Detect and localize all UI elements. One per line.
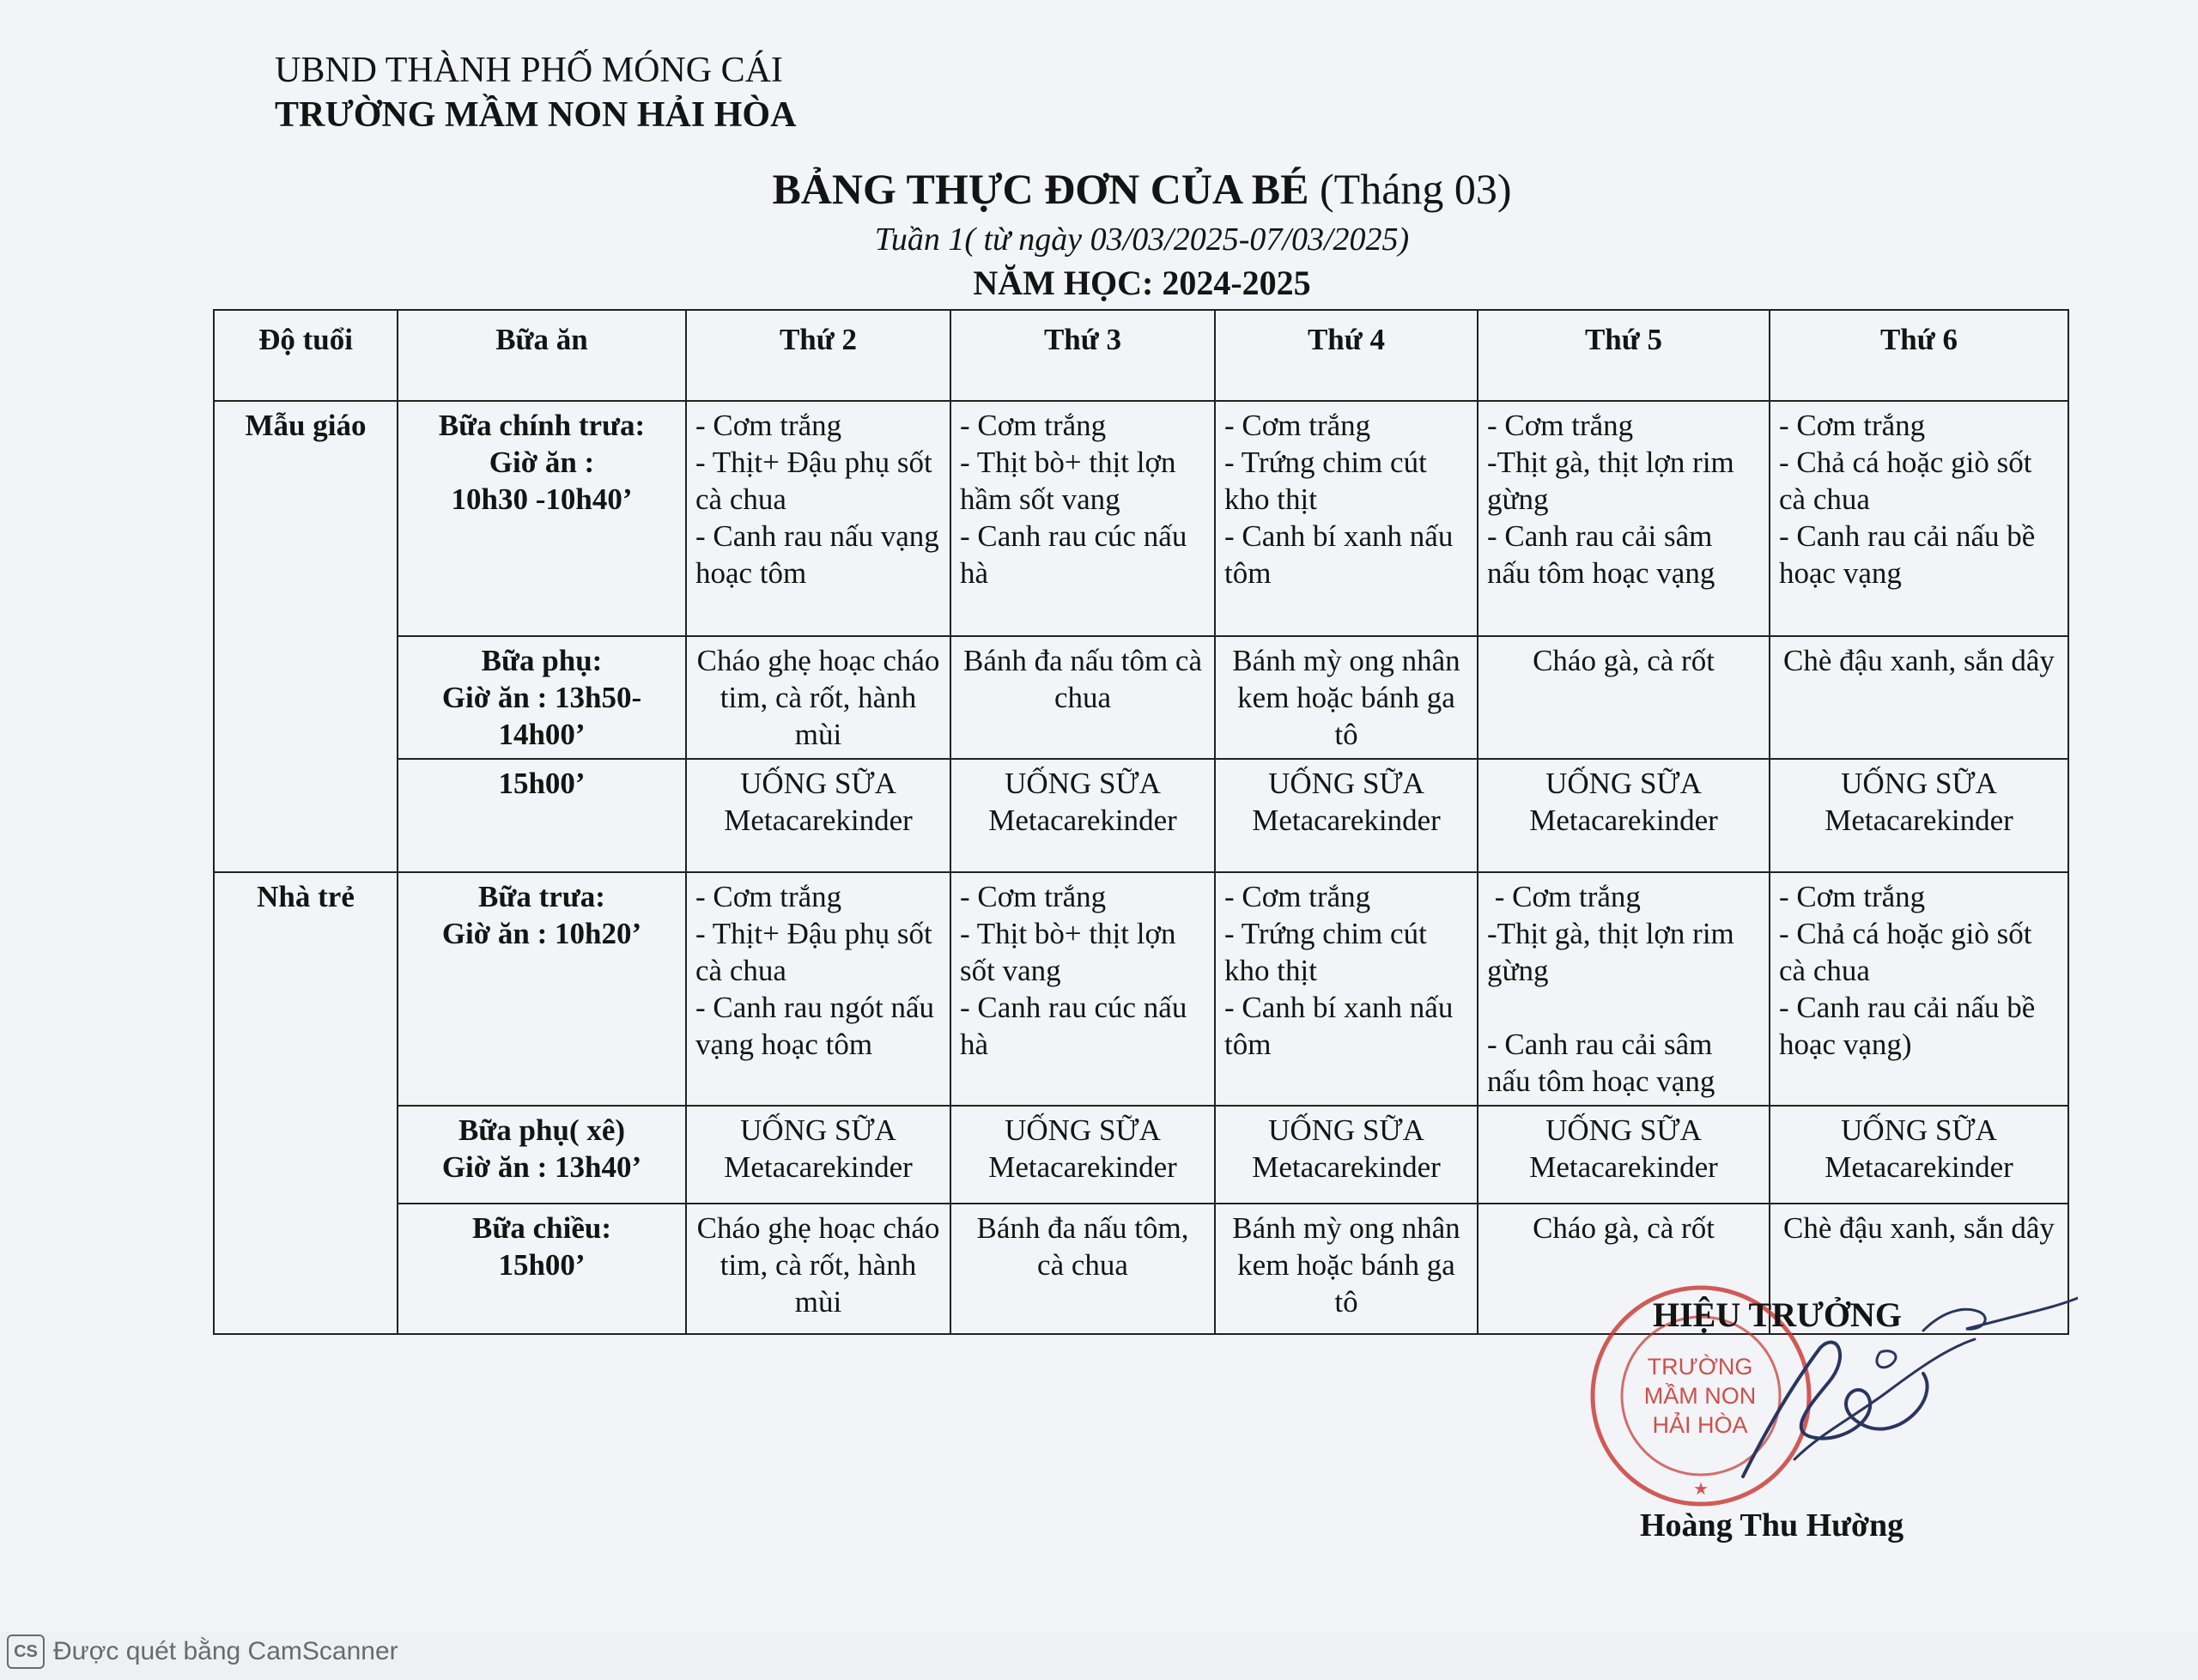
menu-cell: Bánh đa nấu tôm cà chua xyxy=(950,636,1215,759)
menu-cell: - Cơm trắng - Thịt+ Đậu phụ sốt cà chua - Canh rau ngót nấu vạng hoạc tôm xyxy=(686,872,950,1106)
menu-cell: - Cơm trắng - Chả cá hoặc giò sốt cà chua - Canh rau cải nấu bề hoạc vạng) xyxy=(1770,872,2068,1106)
table-row xyxy=(214,872,2068,1106)
school-year: NĂM HỌC: 2024-2025 xyxy=(973,264,1311,302)
menu-cell: - Cơm trắng - Chả cá hoặc giò sốt cà chua - Canh rau cải nấu bề hoạc vạng xyxy=(1770,401,2068,636)
table-row xyxy=(214,1106,2068,1204)
signatory-name: Hoàng Thu Hường xyxy=(1640,1507,1904,1544)
menu-cell: UỐNG SỮA Metacarekinder xyxy=(686,1106,950,1204)
menu-cell: - Cơm trắng -Thịt gà, thịt lợn rim gừng - Canh rau cải sâm nấu tôm hoạc vạng xyxy=(1478,872,1770,1106)
menu-cell: UỐNG SỮA Metacarekinder xyxy=(1478,1106,1770,1204)
header-day-4: Thứ 4 xyxy=(1215,310,1478,401)
scanner-watermark xyxy=(7,1635,398,1669)
menu-cell: - Cơm trắng - Thịt bò+ thịt lợn sốt vang - Canh rau cúc nấu hà xyxy=(950,872,1215,1106)
menu-cell: Chè đậu xanh, sắn dây xyxy=(1770,1204,2068,1334)
menu-cell: - Cơm trắng - Thịt+ Đậu phụ sốt cà chua - Canh rau nấu vạng hoạc tôm xyxy=(686,401,950,636)
menu-cell: - Cơm trắng -Thịt gà, thịt lợn rim gừng - Canh rau cải sâm nấu tôm hoạc vạng xyxy=(1478,401,1770,636)
menu-cell: - Cơm trắng - Thịt bò+ thịt lợn hầm sốt vang - Canh rau cúc nấu hà xyxy=(950,401,1215,636)
menu-cell: UỐNG SỮA Metacarekinder xyxy=(1215,759,1478,872)
menu-cell: Chè đậu xanh, sắn dây xyxy=(1770,636,2068,759)
menu-cell: Cháo gà, cà rốt xyxy=(1478,1204,1770,1334)
table-row xyxy=(214,401,2068,636)
scanner-watermark-text: Được quét bằng CamScanner xyxy=(53,1637,398,1665)
menu-cell: Cháo gà, cà rốt xyxy=(1478,636,1770,759)
meal-label: Bữa trưa: Giờ ăn : 10h20’ xyxy=(398,872,686,1106)
meal-label: Bữa chính trưa: Giờ ăn : 10h30 -10h40’ xyxy=(398,401,686,636)
menu-cell: - Cơm trắng - Trứng chim cút kho thịt - Canh bí xanh nấu tôm xyxy=(1215,872,1478,1106)
org-line-1: UBND THÀNH PHỐ MÓNG CÁI xyxy=(275,51,783,90)
title-month: (Tháng 03) xyxy=(1308,165,1512,213)
header-age: Độ tuổi xyxy=(214,310,398,401)
org-line-2: TRƯỜNG MẦM NON HẢI HÒA xyxy=(275,95,797,135)
header-day-5: Thứ 5 xyxy=(1478,310,1770,401)
meal-label: 15h00’ xyxy=(398,759,686,872)
menu-cell: Bánh mỳ ong nhân kem hoặc bánh ga tô xyxy=(1215,636,1478,759)
menu-cell: UỐNG SỮA Metacarekinder xyxy=(1770,759,2068,872)
header-row xyxy=(214,310,2068,401)
page-title xyxy=(0,163,2198,215)
menu-cell: UỐNG SỮA Metacarekinder xyxy=(686,759,950,872)
menu-cell: UỐNG SỮA Metacarekinder xyxy=(1215,1106,1478,1204)
meal-label: Bữa phụ( xê) Giờ ăn : 13h40’ xyxy=(398,1106,686,1204)
week-subtitle: Tuần 1( từ ngày 03/03/2025-07/03/2025) xyxy=(874,221,1410,258)
menu-cell: Bánh mỳ ong nhân kem hoặc bánh ga tô xyxy=(1215,1204,1478,1334)
menu-cell: UỐNG SỮA Metacarekinder xyxy=(1770,1106,2068,1204)
menu-cell: Cháo ghẹ hoạc cháo tim, cà rốt, hành mùi xyxy=(686,1204,950,1334)
table-row xyxy=(214,636,2068,759)
menu-cell: UỐNG SỮA Metacarekinder xyxy=(950,759,1215,872)
menu-table xyxy=(213,309,2069,1335)
header-meal: Bữa ăn xyxy=(398,310,686,401)
header-day-6: Thứ 6 xyxy=(1770,310,2068,401)
meal-label: Bữa chiều: 15h00’ xyxy=(398,1204,686,1334)
age-group-nha-tre: Nhà trẻ xyxy=(214,872,398,1334)
table-row xyxy=(214,759,2068,872)
age-group-mau-giao: Mẫu giáo xyxy=(214,401,398,872)
menu-cell: UỐNG SỮA Metacarekinder xyxy=(950,1106,1215,1204)
menu-cell: - Cơm trắng - Trứng chim cút kho thịt - Canh bí xanh nấu tôm xyxy=(1215,401,1478,636)
menu-cell: Cháo ghẹ hoạc cháo tim, cà rốt, hành mùi xyxy=(686,636,950,759)
header-day-2: Thứ 2 xyxy=(686,310,950,401)
signatory-title: HIỆU TRƯỞNG xyxy=(1653,1295,1903,1334)
camscanner-icon: CS xyxy=(7,1635,45,1669)
organization-header xyxy=(275,48,796,137)
stamp-text: TRƯỜNG MẦM NON HẢI HÒA xyxy=(1643,1354,1757,1438)
title-main: BẢNG THỰC ĐƠN CỦA BÉ xyxy=(772,165,1309,213)
menu-cell: UỐNG SỮA Metacarekinder xyxy=(1478,759,1770,872)
svg-text:★: ★ xyxy=(1693,1480,1709,1499)
handwritten-signature xyxy=(1666,1288,2078,1511)
menu-cell: Bánh đa nấu tôm, cà chua xyxy=(950,1204,1215,1334)
meal-label: Bữa phụ: Giờ ăn : 13h50-14h00’ xyxy=(398,636,686,759)
header-day-3: Thứ 3 xyxy=(950,310,1215,401)
